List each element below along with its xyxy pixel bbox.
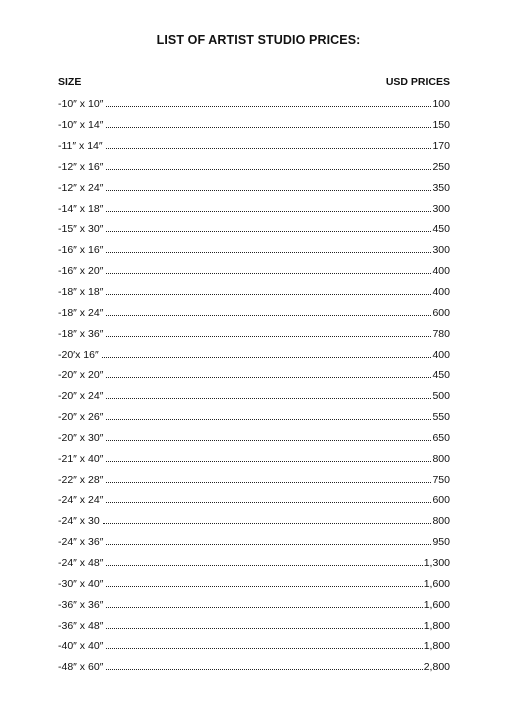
dot-leader <box>106 127 431 128</box>
price-row <box>58 428 450 449</box>
price-row <box>58 282 450 303</box>
price-column-header: USD PRICES <box>385 76 450 88</box>
price-row <box>58 615 450 636</box>
dot-leader <box>106 336 431 337</box>
price-value: 1,600 <box>423 577 450 590</box>
price-value: 550 <box>432 411 450 424</box>
size-label: -11″ x 14″ <box>58 140 103 153</box>
size-label: -16″ x 20″ <box>58 265 104 278</box>
price-value: 950 <box>432 536 450 549</box>
dot-leader <box>106 502 431 503</box>
price-value: 750 <box>432 473 450 486</box>
size-label: -48″ x 60″ <box>58 661 104 674</box>
price-list <box>58 94 450 678</box>
price-row <box>58 636 450 657</box>
size-label: -10″ x 10″ <box>58 98 104 111</box>
price-row <box>58 594 450 615</box>
size-label: -18″ x 36″ <box>58 327 104 340</box>
size-label: -16″ x 16″ <box>58 244 104 257</box>
page-title: LIST OF ARTIST STUDIO PRICES: <box>156 33 361 47</box>
size-column-header: SIZE <box>58 76 82 88</box>
dot-leader <box>106 565 422 566</box>
price-value: 450 <box>432 369 450 382</box>
price-value: 800 <box>432 452 450 465</box>
price-row <box>58 323 450 344</box>
price-value: 600 <box>432 494 450 507</box>
price-row <box>58 302 450 323</box>
price-value: 1,600 <box>423 598 450 611</box>
price-value: 1,800 <box>423 640 450 653</box>
price-value: 780 <box>432 327 450 340</box>
size-label: -21″ x 40″ <box>58 452 104 465</box>
price-value: 500 <box>432 390 450 403</box>
size-label: -20″ x 20″ <box>58 369 104 382</box>
price-value: 300 <box>432 202 450 215</box>
price-row <box>58 469 450 490</box>
dot-leader <box>106 211 431 212</box>
price-value: 400 <box>432 286 450 299</box>
size-label: -20′x 16″ <box>58 348 99 361</box>
size-label: -15″ x 30″ <box>58 223 104 236</box>
size-label: -24″ x 36″ <box>58 536 104 549</box>
size-label: -36″ x 36″ <box>58 598 104 611</box>
dot-leader <box>106 544 431 545</box>
price-row <box>58 94 450 115</box>
price-row <box>58 136 450 157</box>
dot-leader <box>106 398 431 399</box>
price-value: 1,800 <box>423 619 450 632</box>
dot-leader <box>106 231 431 232</box>
price-value: 350 <box>432 181 450 194</box>
dot-leader <box>103 523 432 524</box>
size-label: -22″ x 28″ <box>58 473 104 486</box>
price-value: 600 <box>432 306 450 319</box>
price-value: 250 <box>432 160 450 173</box>
price-row <box>58 511 450 532</box>
dot-leader <box>102 357 432 358</box>
dot-leader <box>106 315 431 316</box>
price-value: 450 <box>432 223 450 236</box>
price-value: 650 <box>432 431 450 444</box>
size-label: -12″ x 24″ <box>58 181 104 194</box>
size-label: -14″ x 18″ <box>58 202 104 215</box>
price-row <box>58 198 450 219</box>
dot-leader <box>106 669 422 670</box>
dot-leader <box>106 586 422 587</box>
price-value: 2,800 <box>423 661 450 674</box>
dot-leader <box>106 440 431 441</box>
price-value: 150 <box>432 119 450 132</box>
price-row <box>58 115 450 136</box>
price-row <box>58 573 450 594</box>
dot-leader <box>106 190 431 191</box>
size-label: -18″ x 18″ <box>58 286 104 299</box>
dot-leader <box>106 169 431 170</box>
size-label: -12″ x 16″ <box>58 160 104 173</box>
dot-leader <box>106 607 422 608</box>
price-row <box>58 532 450 553</box>
price-value: 170 <box>432 140 450 153</box>
table-header <box>58 76 450 90</box>
price-value: 100 <box>432 98 450 111</box>
price-value: 400 <box>432 265 450 278</box>
price-row <box>58 219 450 240</box>
dot-leader <box>106 252 431 253</box>
dot-leader <box>106 482 431 483</box>
dot-leader <box>106 294 431 295</box>
size-label: -36″ x 48″ <box>58 619 104 632</box>
size-label: -30″ x 40″ <box>58 577 104 590</box>
price-value: 300 <box>432 244 450 257</box>
price-row <box>58 240 450 261</box>
dot-leader <box>106 106 431 107</box>
size-label: -18″ x 24″ <box>58 306 104 319</box>
price-row <box>58 386 450 407</box>
dot-leader <box>106 148 432 149</box>
size-label: -20″ x 30″ <box>58 431 104 444</box>
size-label: -40″ x 40″ <box>58 640 104 653</box>
price-row <box>58 177 450 198</box>
price-row <box>58 261 450 282</box>
price-row <box>58 657 450 678</box>
size-label: -20″ x 24″ <box>58 390 104 403</box>
price-value: 800 <box>432 515 450 528</box>
dot-leader <box>106 461 431 462</box>
price-row <box>58 344 450 365</box>
size-label: -20″ x 26″ <box>58 411 104 424</box>
price-value: 400 <box>432 348 450 361</box>
price-value: 1,300 <box>423 556 450 569</box>
size-label: -10″ x 14″ <box>58 119 104 132</box>
size-label: -24″ x 30 <box>58 515 100 528</box>
dot-leader <box>106 273 431 274</box>
size-label: -24″ x 48″ <box>58 556 104 569</box>
price-row <box>58 157 450 178</box>
price-row <box>58 448 450 469</box>
dot-leader <box>106 628 422 629</box>
price-row <box>58 490 450 511</box>
price-row <box>58 553 450 574</box>
price-row <box>58 407 450 428</box>
price-row <box>58 365 450 386</box>
dot-leader <box>106 377 431 378</box>
size-label: -24″ x 24″ <box>58 494 104 507</box>
dot-leader <box>106 648 422 649</box>
dot-leader <box>106 419 431 420</box>
